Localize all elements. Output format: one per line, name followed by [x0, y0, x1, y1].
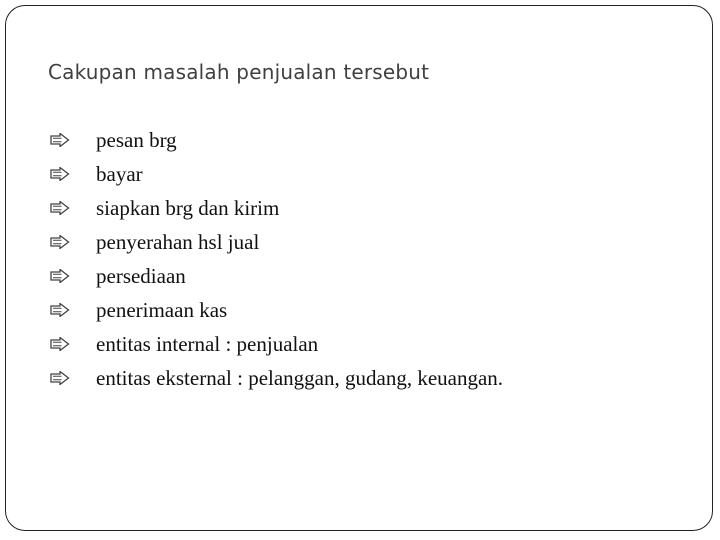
arrow-bullet-icon	[50, 123, 96, 157]
list-item	[50, 225, 503, 259]
slide-frame	[5, 5, 713, 531]
arrow-bullet-icon	[50, 327, 96, 361]
list-item	[50, 361, 503, 395]
bullet-text: bayar	[96, 161, 143, 186]
arrow-bullet-icon	[50, 259, 96, 293]
bullet-list	[50, 123, 503, 395]
bullet-text: siapkan brg dan kirim	[96, 195, 280, 220]
bullet-text: penyerahan hsl jual	[96, 229, 260, 254]
list-item	[50, 123, 503, 157]
list-item	[50, 191, 503, 225]
arrow-bullet-icon	[50, 225, 96, 259]
arrow-bullet-icon	[50, 361, 96, 395]
bullet-text: persediaan	[96, 263, 186, 288]
arrow-bullet-icon	[50, 191, 96, 225]
list-item	[50, 157, 503, 191]
list-item	[50, 259, 503, 293]
bullet-text: pesan brg	[96, 127, 177, 152]
slide-title: Cakupan masalah penjualan tersebut	[48, 60, 430, 84]
bullet-text: penerimaan kas	[96, 297, 228, 322]
list-item	[50, 327, 503, 361]
list-item	[50, 293, 503, 327]
arrow-bullet-icon	[50, 293, 96, 327]
bullet-text: entitas eksternal : pelanggan, gudang, keuangan.	[96, 365, 504, 390]
bullet-text: entitas internal : penjualan	[96, 331, 319, 356]
arrow-bullet-icon	[50, 157, 96, 191]
